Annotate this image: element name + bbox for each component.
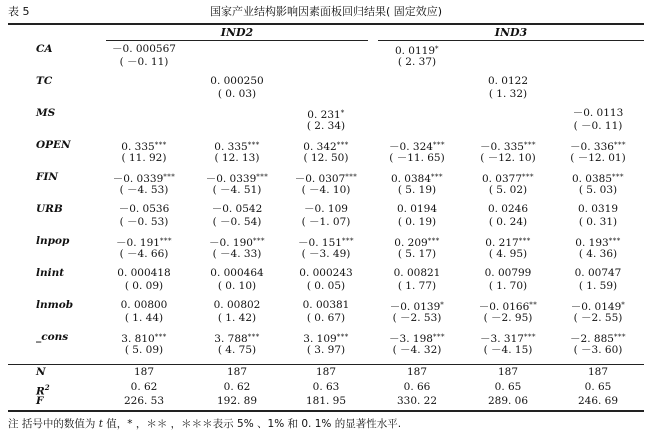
- coef-cell: [191, 203, 283, 216]
- t-stat-cell: ( －4. 51): [212, 184, 262, 196]
- coef-value: －0. 324: [389, 141, 433, 153]
- coef-cell: [98, 267, 190, 280]
- t-stat-cell: ( 5. 09): [124, 344, 164, 356]
- t-stat-cell: ( －2. 53): [392, 312, 442, 324]
- t-stat-cell: ( 0. 31): [578, 216, 618, 228]
- coef-value: 0. 0384: [390, 173, 432, 185]
- significance-stars: ***: [247, 141, 260, 149]
- stat-cell: 187: [497, 366, 519, 378]
- t-stat-cell: ( －0. 54): [212, 216, 262, 228]
- coef-value: 0. 00821: [393, 267, 441, 279]
- stats-separator-rule: [8, 364, 644, 365]
- t-stat-cell: ( 12. 13): [214, 152, 260, 164]
- coef-value: －0. 151: [298, 237, 342, 249]
- t-stat-cell: ( 2. 37): [397, 56, 437, 68]
- t-stat-cell: ( 1. 70): [488, 280, 528, 292]
- note-t-symbol: t: [98, 418, 103, 430]
- significance-stars: ***: [345, 173, 358, 181]
- coef-value: －0. 0149: [570, 301, 622, 313]
- row-label-fin: FIN: [36, 171, 58, 183]
- t-stat-cell: ( －0. 53): [119, 216, 169, 228]
- coef-cell: [280, 203, 372, 216]
- coef-cell: [371, 203, 463, 216]
- stat-cell: 181. 95: [305, 395, 347, 407]
- coef-value: 0. 000243: [299, 267, 353, 279]
- coef-cell: [98, 43, 190, 56]
- coef-value: 3. 810: [121, 333, 155, 345]
- coef-value: 0. 00381: [302, 299, 350, 311]
- coef-value: 3. 788: [214, 333, 248, 345]
- coef-cell: [280, 299, 372, 312]
- significance-stars: ***: [613, 333, 626, 341]
- t-stat-cell: ( －3. 60): [573, 344, 623, 356]
- significance-stars: ***: [612, 173, 625, 181]
- coef-cell: [191, 75, 283, 88]
- coef-value: 0. 00802: [213, 299, 261, 311]
- stat-cell: 187: [133, 366, 155, 378]
- t-stat-cell: ( －2. 95): [483, 312, 533, 324]
- t-stat-cell: ( －4. 66): [119, 248, 169, 260]
- coef-value: 0. 342: [303, 141, 337, 153]
- coef-value: 0. 217: [485, 237, 519, 249]
- t-stat-cell: ( 4. 75): [217, 344, 257, 356]
- stat-cell: 0. 62: [223, 380, 251, 393]
- t-stat-cell: ( －4. 15): [483, 344, 533, 356]
- coef-value: －2. 885: [570, 333, 614, 345]
- coef-cell: [552, 267, 644, 280]
- row-label-ca: CA: [36, 43, 53, 55]
- significance-stars: ***: [341, 237, 354, 245]
- coef-cell: [371, 267, 463, 280]
- coef-cell: [462, 203, 554, 216]
- significance-stars: ***: [252, 237, 265, 245]
- t-stat-cell: ( －4. 32): [392, 344, 442, 356]
- t-stat-cell: ( 0. 24): [488, 216, 528, 228]
- bottom-rule: [8, 410, 644, 412]
- t-stat-cell: ( 1. 44): [124, 312, 164, 324]
- coef-value: －0. 0542: [211, 203, 263, 215]
- significance-stars: ***: [336, 141, 349, 149]
- coef-cell: [552, 107, 644, 120]
- significance-stars: ***: [154, 141, 167, 149]
- coef-value: 0. 00747: [574, 267, 622, 279]
- stat-cell: 187: [226, 366, 248, 378]
- significance-stars: ***: [247, 333, 260, 341]
- coef-value: 0. 0246: [487, 203, 529, 215]
- significance-stars: ***: [523, 141, 536, 149]
- coef-value: 0. 335: [121, 141, 155, 153]
- t-stat-cell: ( －4. 33): [212, 248, 262, 260]
- row-label-open: OPEN: [36, 139, 71, 151]
- coef-value: 0. 231: [307, 109, 341, 121]
- stat-name: R: [36, 385, 45, 397]
- stat-cell: 0. 65: [584, 380, 612, 393]
- coef-value: －0. 0139: [389, 301, 441, 313]
- t-stat-cell: ( －0. 11): [573, 120, 623, 132]
- coef-cell: [462, 75, 554, 88]
- coef-value: －0. 336: [570, 141, 614, 153]
- row-label-lnint: lnint: [36, 267, 65, 279]
- coef-cell: [552, 203, 644, 216]
- row-label-lnmob: lnmob: [36, 299, 74, 311]
- significance-stars: ***: [432, 141, 445, 149]
- coef-value: 0. 0377: [481, 173, 523, 185]
- t-stat-cell: ( 5. 17): [397, 248, 437, 260]
- coef-value: 0. 209: [394, 237, 428, 249]
- t-stat-cell: ( 11. 92): [121, 152, 167, 164]
- coef-value: －0. 335: [480, 141, 524, 153]
- significance-stars: **: [529, 301, 538, 309]
- t-stat-cell: ( 1. 42): [217, 312, 257, 324]
- significance-stars: ***: [427, 237, 440, 245]
- coef-value: 0. 0319: [577, 203, 619, 215]
- coef-value: 3. 109: [303, 333, 337, 345]
- significance-stars: ***: [432, 333, 445, 341]
- coef-value: －0. 0536: [118, 203, 170, 215]
- stat-cell: 192. 89: [216, 395, 258, 407]
- t-stat-cell: ( 1. 77): [397, 280, 437, 292]
- coef-cell: [191, 299, 283, 312]
- t-stat-cell: ( 5. 03): [578, 184, 618, 196]
- significance-stars: ***: [518, 237, 531, 245]
- coef-cell: [191, 267, 283, 280]
- coef-value: －0. 0307: [294, 173, 346, 185]
- stat-cell: 330. 22: [396, 395, 438, 407]
- significance-stars: ***: [256, 173, 269, 181]
- t-stat-cell: ( －11. 65): [389, 152, 445, 164]
- significance-stars: ***: [613, 141, 626, 149]
- t-stat-cell: ( 5. 02): [488, 184, 528, 196]
- coef-value: －3. 317: [480, 333, 524, 345]
- note-suffix: 值，* ，＊＊ ，＊＊＊表示 5% 、1% 和 0. 1% 的显著性水平.: [102, 418, 402, 430]
- significance-stars: ***: [523, 333, 536, 341]
- coef-value: 0. 0385: [571, 173, 613, 185]
- coef-value: 0. 335: [214, 141, 248, 153]
- stat-cell: 187: [406, 366, 428, 378]
- coef-value: －0. 0113: [572, 107, 624, 119]
- significance-stars: ***: [522, 173, 535, 181]
- note-prefix: 注 括号中的数值为: [8, 418, 99, 430]
- coef-value: －0. 191: [116, 237, 160, 249]
- coef-value: 0. 00799: [484, 267, 532, 279]
- coef-value: －0. 000567: [112, 43, 176, 55]
- t-stat-cell: ( －12. 10): [480, 152, 536, 164]
- top-rule: [8, 23, 644, 25]
- stat-superscript: 2: [44, 382, 50, 392]
- group-underline-ind3: [378, 40, 644, 41]
- table-caption: [8, 3, 644, 21]
- t-stat-cell: ( 1. 59): [578, 280, 618, 292]
- t-stat-cell: ( 2. 34): [306, 120, 346, 132]
- t-stat-cell: ( 0. 05): [306, 280, 346, 292]
- significance-stars: *: [340, 109, 345, 117]
- coef-value: 0. 0119: [394, 45, 436, 57]
- stat-label-f: [36, 395, 94, 408]
- t-stat-cell: ( －0. 11): [119, 56, 169, 68]
- t-stat-cell: ( 0. 10): [217, 280, 257, 292]
- row-label-tc: TC: [36, 75, 53, 87]
- stat-label-n: [36, 366, 94, 379]
- coef-value: －0. 190: [209, 237, 253, 249]
- coef-value: －0. 109: [304, 203, 348, 215]
- coef-cell: [98, 203, 190, 216]
- coef-value: －0. 0339: [205, 173, 257, 185]
- t-stat-cell: ( 0. 19): [397, 216, 437, 228]
- stat-name: N: [36, 366, 46, 378]
- significance-stars: ***: [154, 333, 167, 341]
- coef-value: －0. 0166: [478, 301, 530, 313]
- table-title: 国家产业结构影响因素面板回归结果( 固定效应): [209, 5, 443, 18]
- t-stat-cell: ( 5. 19): [397, 184, 437, 196]
- t-stat-cell: ( －3. 49): [301, 248, 351, 260]
- coef-cell: [98, 299, 190, 312]
- group-header-ind3: IND3: [494, 26, 528, 39]
- stat-cell: 0. 66: [403, 380, 431, 393]
- significance-stars: ***: [163, 173, 176, 181]
- coef-value: 0. 000418: [117, 267, 171, 279]
- t-stat-cell: ( 3. 97): [306, 344, 346, 356]
- coef-value: －3. 198: [389, 333, 433, 345]
- stat-cell: 0. 65: [494, 380, 522, 393]
- t-stat-cell: ( 4. 36): [578, 248, 618, 260]
- group-header-ind2: IND2: [220, 26, 254, 39]
- coef-cell: [462, 267, 554, 280]
- stat-cell: 289. 06: [487, 395, 529, 407]
- row-label-lnpop: lnpop: [36, 235, 70, 247]
- significance-stars: ***: [336, 333, 349, 341]
- row-label-cons: _cons: [36, 331, 69, 343]
- table-label: 表 5: [8, 5, 30, 18]
- t-stat-cell: ( 0. 03): [217, 88, 257, 100]
- t-stat-cell: ( 4. 95): [488, 248, 528, 260]
- coef-cell: [280, 267, 372, 280]
- coef-value: 0. 0122: [487, 75, 529, 87]
- stat-cell: 0. 62: [130, 380, 158, 393]
- coef-value: －0. 0339: [112, 173, 164, 185]
- group-underline-ind2: [106, 40, 368, 41]
- t-stat-cell: ( －2. 55): [573, 312, 623, 324]
- stat-cell: 187: [587, 366, 609, 378]
- significance-stars: *: [621, 301, 626, 309]
- coef-value: 0. 000250: [210, 75, 264, 87]
- row-label-urb: URB: [36, 203, 63, 215]
- coef-value: 0. 193: [575, 237, 609, 249]
- row-label-ms: MS: [36, 107, 56, 119]
- significance-stars: ***: [159, 237, 172, 245]
- significance-stars: *: [440, 301, 445, 309]
- t-stat-cell: ( －4. 10): [301, 184, 351, 196]
- stat-name: F: [36, 395, 44, 407]
- coef-value: 0. 0194: [396, 203, 438, 215]
- significance-stars: ***: [431, 173, 444, 181]
- t-stat-cell: ( －12. 01): [570, 152, 626, 164]
- t-stat-cell: ( 0. 67): [306, 312, 346, 324]
- stat-cell: 0. 63: [312, 380, 340, 393]
- coef-value: 0. 000464: [210, 267, 264, 279]
- t-stat-cell: ( －1. 07): [301, 216, 351, 228]
- significance-stars: ***: [608, 237, 621, 245]
- stat-cell: 187: [315, 366, 337, 378]
- t-stat-cell: ( －4. 53): [119, 184, 169, 196]
- t-stat-cell: ( 1. 32): [488, 88, 528, 100]
- stat-cell: 226. 53: [123, 395, 165, 407]
- significance-stars: *: [435, 45, 440, 53]
- coef-value: 0. 00800: [120, 299, 168, 311]
- t-stat-cell: ( 0. 09): [124, 280, 164, 292]
- table-note: [8, 416, 644, 431]
- t-stat-cell: ( 12. 50): [303, 152, 349, 164]
- stat-cell: 246. 69: [577, 395, 619, 407]
